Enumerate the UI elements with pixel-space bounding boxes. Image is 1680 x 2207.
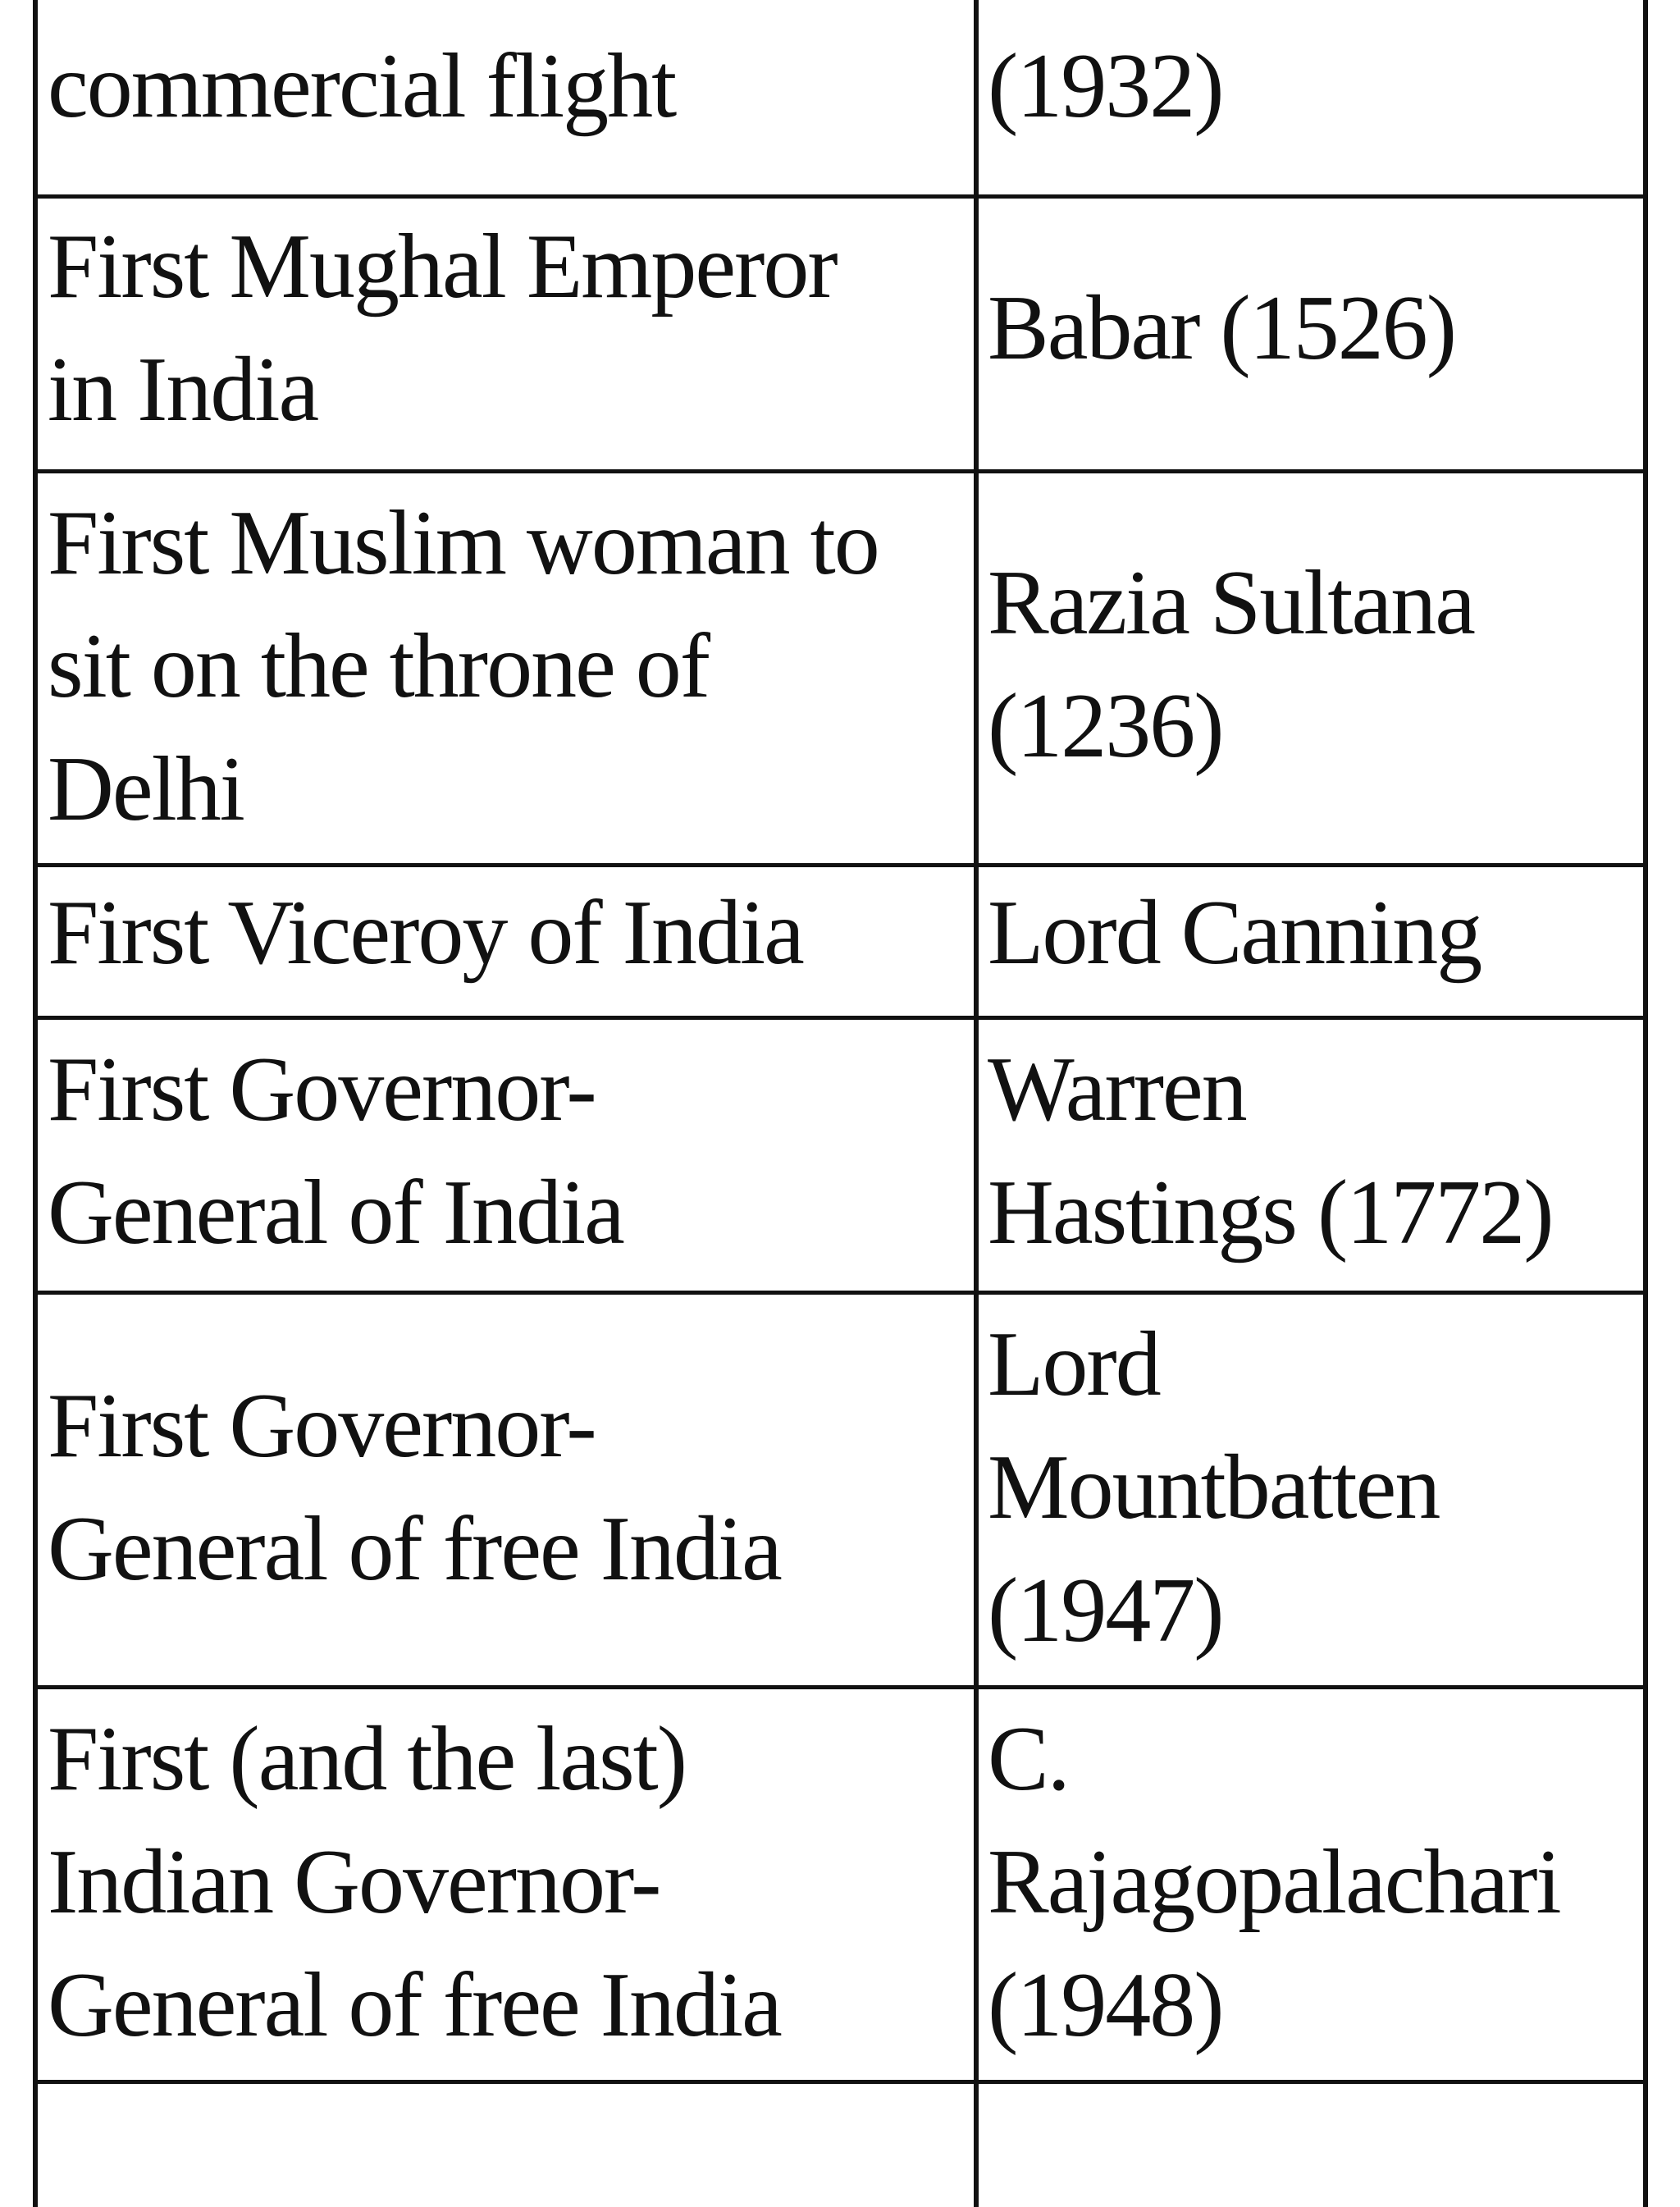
table-cell-value: Warren Hastings (1772) <box>988 1039 1553 1263</box>
row-divider <box>33 1016 1648 1020</box>
table-cell-value: C. Rajagopalachari (1948) <box>988 1708 1560 2056</box>
table-cell-value: Lord Canning <box>988 882 1481 984</box>
table-cell-label: First Governor- General of India <box>48 1039 623 1263</box>
row-divider <box>33 1685 1648 1689</box>
table-cell-value: Lord Mountbatten (1947) <box>988 1314 1440 1661</box>
table-cell-label: First (and the last) Indian Governor- General of free India <box>48 1708 781 2056</box>
table-cell-label: First Mughal Emperor in India <box>48 216 837 441</box>
table-cell-label: First Viceroy of India <box>48 882 803 984</box>
table-cell-label: First Muslim woman to sit on the throne of Delhi <box>48 492 879 840</box>
row-divider <box>33 2080 1648 2084</box>
row-divider <box>33 863 1648 867</box>
table-column-divider <box>974 0 979 2207</box>
table-cell-value: Razia Sultana (1236) <box>988 552 1474 777</box>
table-cell-label: commercial flight <box>48 35 676 137</box>
table-cell-value: Babar (1526) <box>988 277 1456 379</box>
table-cell-label: First Governor- General of free India <box>48 1375 781 1600</box>
row-divider <box>33 469 1648 473</box>
row-divider <box>33 1291 1648 1295</box>
table-cell-value: (1932) <box>988 35 1223 137</box>
row-divider <box>33 194 1648 199</box>
table-border-left <box>33 0 38 2207</box>
